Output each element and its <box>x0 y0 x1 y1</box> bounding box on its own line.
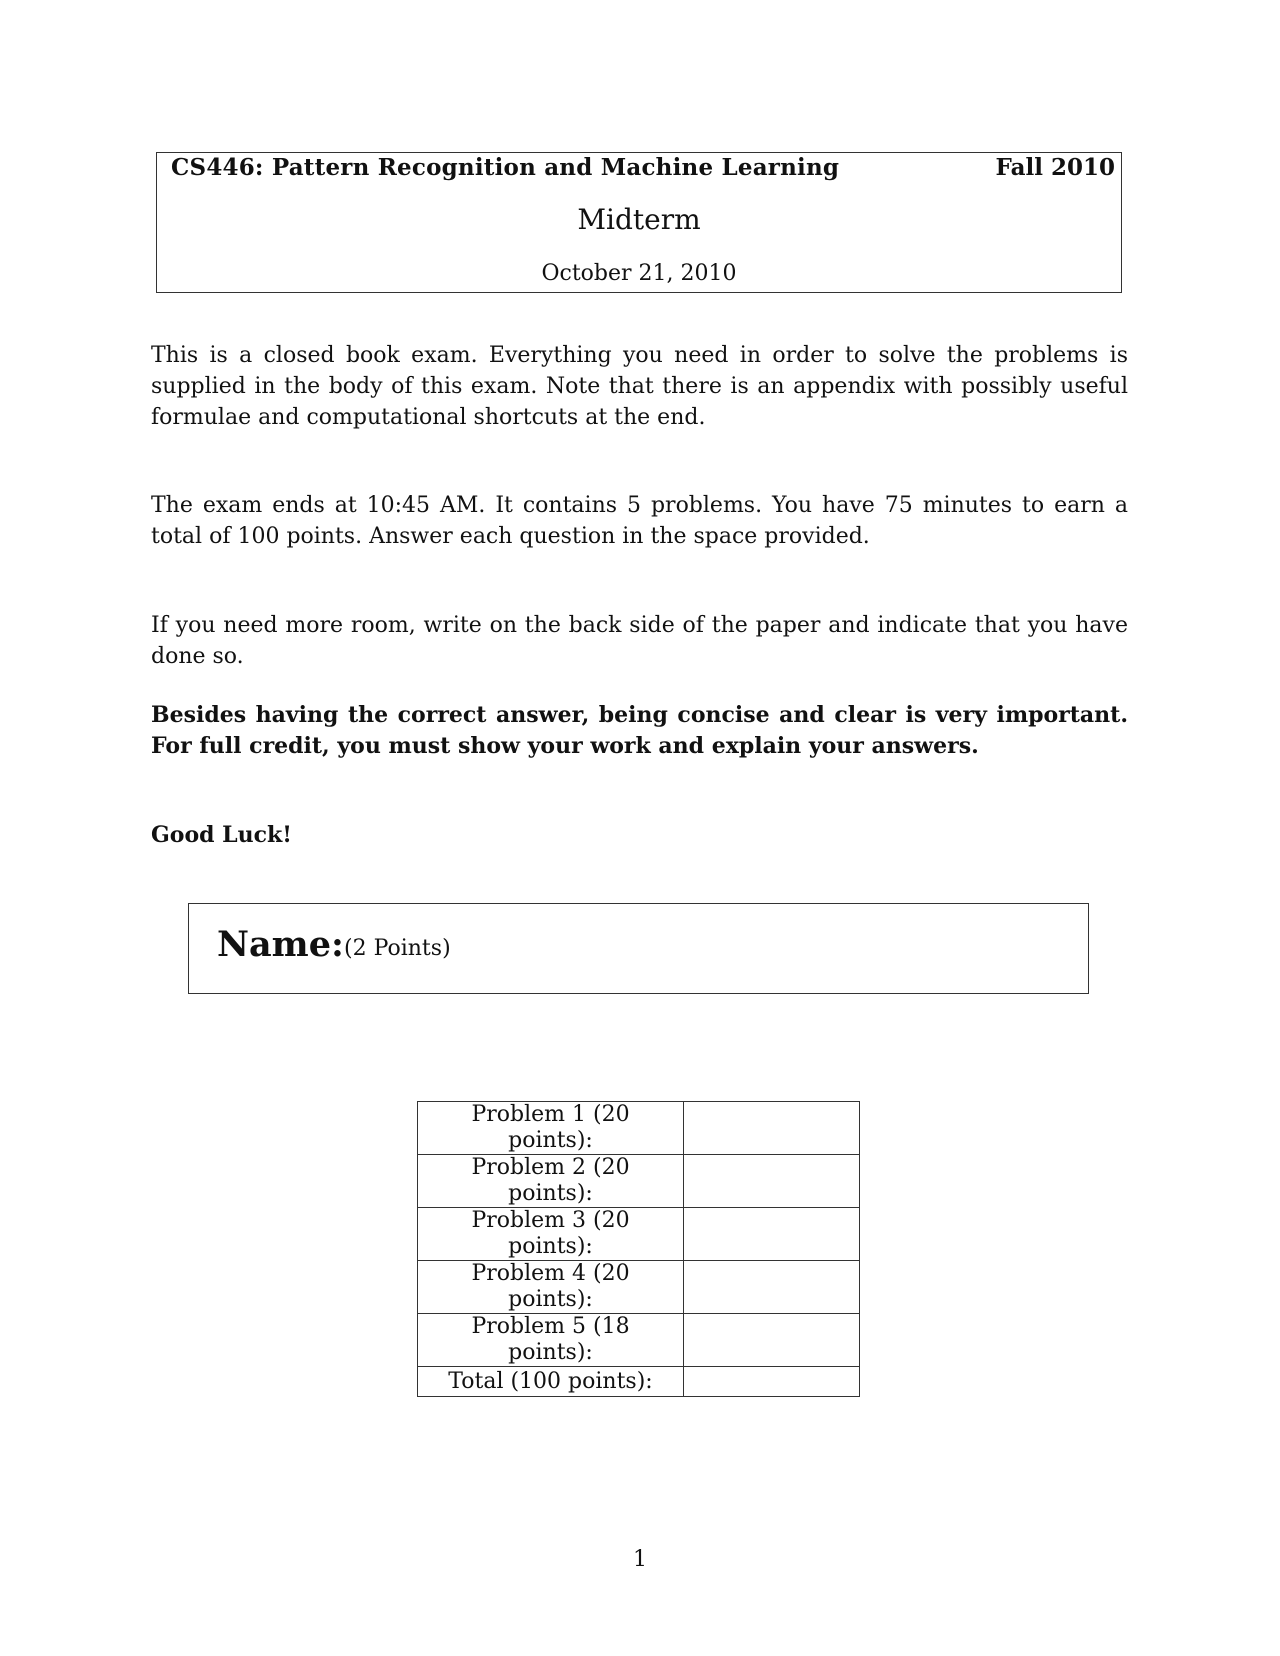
instruction-paragraph-extra-room: If you need more room, write on the back side of the paper and indicate that you have done so. <box>151 613 1128 669</box>
table-row <box>418 1208 860 1261</box>
score-table <box>417 1101 860 1397</box>
exam-title: Midterm <box>577 203 701 236</box>
exam-header-box <box>156 152 1122 293</box>
score-row-label: Problem 4 (20 points): <box>418 1261 684 1314</box>
exam-date: October 21, 2010 <box>541 261 737 286</box>
score-cell[interactable] <box>684 1155 860 1208</box>
score-row-label: Problem 2 (20 points): <box>418 1155 684 1208</box>
table-row <box>418 1314 860 1367</box>
term-label: Fall 2010 <box>995 154 1115 181</box>
table-row <box>418 1155 860 1208</box>
instruction-paragraph-closed-book: This is a closed book exam. Everything you need in order to solve the problems is supplied in the body of this exam. Note that there is an appendix with possibly useful formulae and computational shortcuts at the end. <box>151 343 1128 430</box>
score-row-label: Problem 1 (20 points): <box>418 1102 684 1155</box>
score-cell[interactable] <box>684 1208 860 1261</box>
instruction-paragraph-emphasis: Besides having the correct answer, being concise and clear is very important. For full credit, you must show your work and explain your answers. <box>151 702 1128 759</box>
name-field-box[interactable] <box>188 903 1089 994</box>
score-cell[interactable] <box>684 1314 860 1367</box>
table-row <box>418 1102 860 1155</box>
score-cell[interactable] <box>684 1261 860 1314</box>
course-title: CS446: Pattern Recognition and Machine Learning <box>171 154 840 181</box>
table-row <box>418 1261 860 1314</box>
name-points: (2 Points) <box>344 936 451 961</box>
page-number: 1 <box>633 1547 647 1572</box>
score-cell[interactable] <box>684 1367 860 1397</box>
score-row-label: Problem 3 (20 points): <box>418 1208 684 1261</box>
score-cell[interactable] <box>684 1102 860 1155</box>
table-row <box>418 1367 860 1397</box>
name-label: Name: <box>217 924 344 965</box>
instruction-paragraph-timing: The exam ends at 10:45 AM. It contains 5 problems. You have 75 minutes to earn a total of 100 points. Answer each question in the space provided. <box>151 493 1128 549</box>
score-row-label: Problem 5 (18 points): <box>418 1314 684 1367</box>
score-row-label: Total (100 points): <box>418 1367 684 1397</box>
good-luck-text: Good Luck! <box>151 822 292 848</box>
